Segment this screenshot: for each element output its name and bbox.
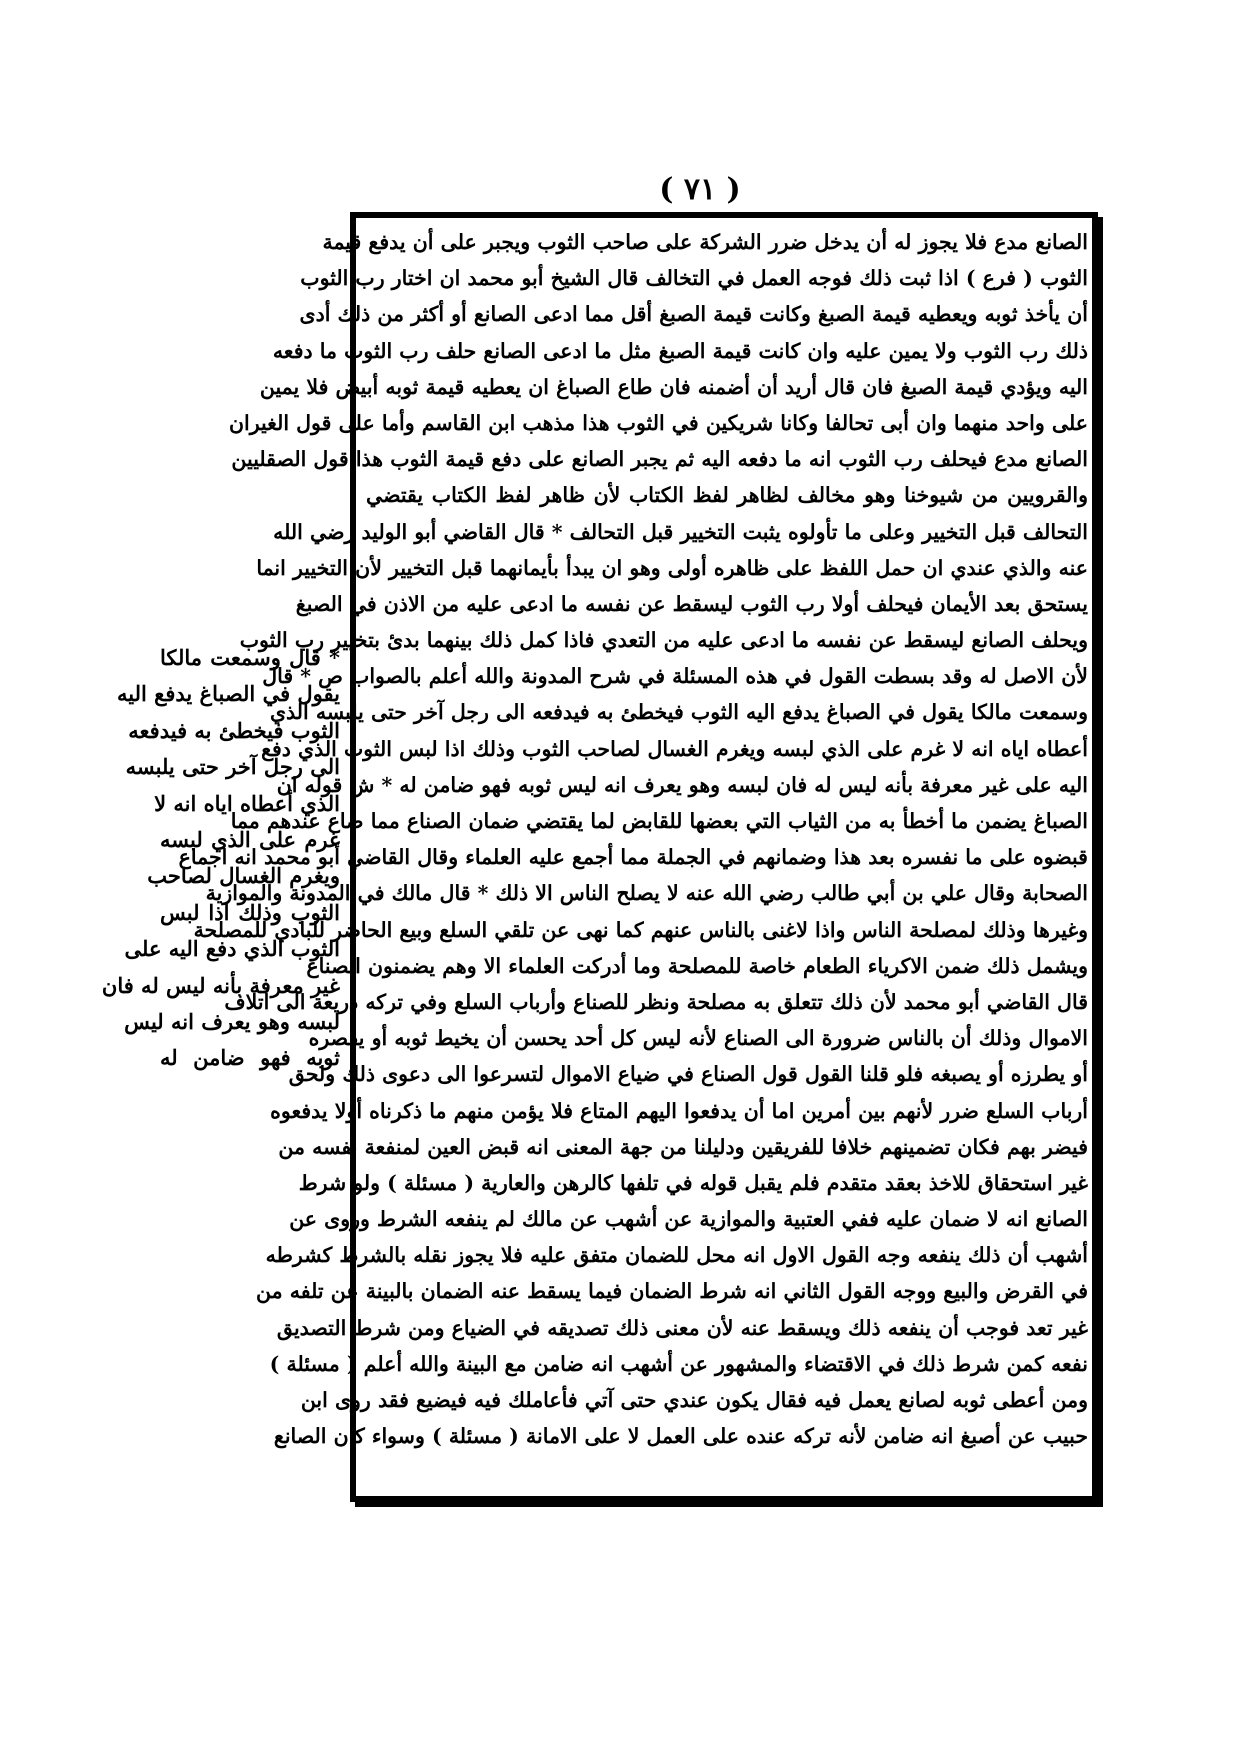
text-line: ومن أعطى ثوبه لصانع يعمل فيه فقال يكون عندي حتى آتي فأعاملك فيه فيضيع فقد روى ابن: [300, 1388, 1088, 1412]
margin-note-line: غير معرفة بأنه ليس له فان: [101, 972, 340, 998]
text-line: غير تعد فوجب أن ينفعه ذلك ويسقط عنه لأن معنى ذلك تصديقه في الضياع ومن شرط التصديق: [276, 1315, 1088, 1340]
text-line: اليه على غير معرفة بأنه ليس له فان لبسه وهو يعرف انه ليس ثوبه فهو ضامن له * ش قوله ان: [276, 772, 1088, 797]
text-line: أعطاه اياه انه لا غرم على الذي لبسه ويغرم الغسال لصاحب الثوب وذلك اذا لبس الثوب الذي دفع: [261, 736, 1088, 761]
text-line: أرباب السلع ضرر لأنهم بين أمرين اما أن يدفعوا اليهم المتاع فلا يؤمن منهم ما ذكرناه أولا يدفعوه: [270, 1098, 1088, 1123]
text-line: اليه ويؤدي قيمة الصبغ فان قال أريد أن أضمنه فان طاع الصباغ ان يعطيه قيمة ثوبه أبيض فلا يمين: [259, 374, 1088, 399]
margin-note-line: يقول في الصباغ يدفع اليه: [117, 681, 340, 707]
text-line: ويشمل ذلك ضمن الاكرياء الطعام خاصة للمصلحة وما أدركت العلماء الا وهم يضمنون الصناع: [306, 953, 1088, 978]
main-text-block: [178, 224, 1088, 1494]
text-line: والقرويين من شيوخنا وهو مخالف لظاهر لفظ الكتاب لأن ظاهر لفظ الكتاب يقتضي: [366, 483, 1088, 508]
text-line: التحالف قبل التخيير وعلى ما تأولوه يثبت التخيير قبل التحالف * قال القاضي أبو الوليد رضي الله: [273, 519, 1088, 544]
margin-note-line: * قال وسمعت مالكا: [160, 645, 340, 670]
text-line: أشهب أن ذلك ينفعه وجه القول الاول انه محل للضمان متفق عليه فلا يجوز نقله بالشرط كشرطه: [265, 1243, 1088, 1268]
margin-note-line: لبسه وهو يعرف انه ليس: [124, 1008, 340, 1034]
margin-note-line: الى رجل آخر حتى يلبسه: [125, 754, 340, 780]
text-line: الصباغ يضمن ما أخطأ به من الثياب التي بعضها للقابض لما يقتضي ضمان الصناع مما ضاع عندهم مما: [230, 809, 1088, 833]
margin-note-line: غرم على الذي لبسه: [160, 826, 340, 852]
text-line: الصانع مدع فيحلف رب الثوب انه ما دفعه اليه ثم يجبر الصانع على دفع قيمة الثوب هذا قول الصقليين: [231, 447, 1088, 472]
text-line: نفعه كمن شرط ذلك في الاقتضاء والمشهور عن أشهب انه ضامن مع البينة والله أعلم ( مسئلة ): [269, 1351, 1088, 1376]
margin-note-line: الثوب الذي دفع اليه على: [124, 936, 340, 962]
margin-note-line: الثوب فيخطئ به فيدفعه: [128, 717, 340, 743]
text-line: قال القاضي أبو محمد لأن ذلك تتعلق به مصلحة ونظر للصناع وأرباب السلع وفي تركه ذريعة الى اتلاف: [224, 989, 1088, 1014]
text-line: وسمعت مالكا يقول في الصباغ يدفع اليه الثوب فيخطئ به فيدفعه الى رجل آخر حتى يلبسه الذي: [269, 700, 1088, 725]
page-number: ( ٧١ ): [659, 172, 741, 207]
margin-note-line: الذي أعطاه اياه انه لا: [154, 790, 340, 816]
text-line: غير استحقاق للاخذ بعقد متقدم فلم يقبل قوله في تلفها كالرهن والعارية ( مسئلة ) ولو شرط: [298, 1170, 1088, 1195]
text-line: حبيب عن أصبغ انه ضامن لأنه تركه عنده على العمل لا على الامانة ( مسئلة ) وسواء كان الصانع: [273, 1424, 1088, 1449]
text-line: على واحد منهما وان أبى تحالفا وكانا شريكين في الثوب هذا مذهب ابن القاسم وأما على قول الغيران: [228, 410, 1088, 435]
text-line: الثوب ( فرع ) اذا ثبت ذلك فوجه العمل في التخالف قال الشيخ أبو محمد ان اختار رب الثوب: [300, 266, 1088, 291]
margin-note-line: ثوبه فهو ضامن له: [160, 1045, 340, 1071]
text-line: لأن الاصل له وقد بسطت القول في هذه المسئلة في شرح المدونة والله أعلم بالصواب ص * قال: [262, 664, 1088, 689]
text-line: قبضوه على ما نفسره بعد هذا وضمانهم في الجملة مما أجمع عليه العلماء وقال القاضي أبو محمد انه اجماع: [178, 845, 1088, 870]
text-line: يستحق بعد الأيمان فيحلف أولا رب الثوب ليسقط عن نفسه ما ادعى عليه من الاذن في الصبغ: [295, 591, 1088, 616]
margin-note: [101, 640, 340, 1077]
text-line: ويحلف الصانع ليسقط عن نفسه ما ادعى عليه من التعدي فاذا كمل ذلك بينهما بدئ بتخيير رب الثوب: [239, 628, 1088, 653]
text-line: عنه والذي عندي ان حمل اللفظ على ظاهره أولى وهو ان يبدأ بأيمانهما قبل التخيير لأن التخيير انما: [256, 555, 1088, 580]
text-line: ذلك رب الثوب ولا يمين عليه وان كانت قيمة الصبغ مثل ما ادعى الصانع حلف رب الثوب ما دفعه: [272, 338, 1088, 363]
text-line: الاموال وذلك أن بالناس ضرورة الى الصناع لأنه ليس كل أحد يحسن أن يخيط ثوبه أو يقصره: [308, 1026, 1088, 1051]
text-line: الصانع انه لا ضمان عليه ففي العتبية والموازية عن أشهب عن مالك لم ينفعه الشرط وروى عن: [289, 1207, 1088, 1232]
text-line: أن يأخذ ثوبه ويعطيه قيمة الصبغ وكانت قيمة الصبغ أقل مما ادعى الصانع أو أكثر من ذلك أدى: [299, 302, 1088, 327]
text-line: أو يطرزه أو يصبغه فلو قلنا القول قول الصناع في ضياع الاموال لتسرعوا الى دعوى ذلك ولحق: [288, 1062, 1088, 1087]
margin-note-line: الثوب وذلك اذا لبس: [160, 899, 340, 925]
text-line: الصانع مدع فلا يجوز له أن يدخل ضرر الشركة على صاحب الثوب ويجبر على أن يدفع قيمة: [322, 230, 1088, 254]
text-line: الصحابة وقال علي بن أبي طالب رضي الله عنه لا يصلح الناس الا ذلك * قال مالك في المدونة والموازية: [205, 881, 1088, 906]
text-line: فيضر بهم فكان تضمينهم خلافا للفريقين ودليلنا من جهة المعنى انه قبض العين لمنفعة نفسه من: [278, 1134, 1088, 1159]
margin-note-line: ويغرم الغسال لصاحب: [147, 863, 340, 889]
text-line: وغيرها وذلك لمصلحة الناس واذا لاغنى بالناس عنهم كما نهى عن تلقي السلع وبيع الحاضر للبادي للمصلحة: [193, 917, 1088, 942]
text-line: في القرض والبيع ووجه القول الثاني انه شرط الضمان فيما يسقط عنه الضمان بالبينة عن تلفه من: [256, 1279, 1088, 1304]
